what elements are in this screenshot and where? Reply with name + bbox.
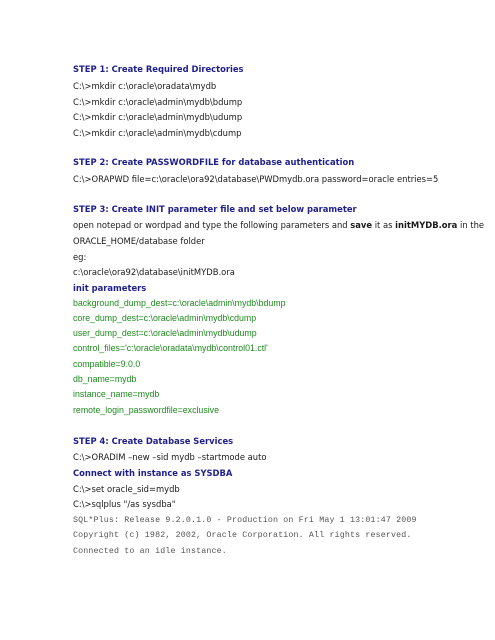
- sqlplus-output: Copyright (c) 1982, 2002, Oracle Corporation. All rights reserved.: [73, 531, 412, 540]
- step3-intro-text: in the: [457, 220, 485, 230]
- step2-command: C:\>ORAPWD file=c:\oracle\ora92\database\PWDmydb.ora password=oracle entries=5: [73, 174, 439, 184]
- step3-heading: STEP 3: Create INIT parameter file and set below parameter: [73, 204, 357, 214]
- step3-intro-line2: ORACLE_HOME/database folder: [73, 236, 205, 246]
- step4-heading: STEP 4: Create Database Services: [73, 436, 234, 446]
- step1-command: C:\>mkdir c:\oracle\admin\mydb\cdump: [73, 128, 242, 138]
- step3-eg-path: c:\oracle\ora92\database\initMYDB.ora: [73, 267, 235, 277]
- init-parameter: compatible=9.0.0: [73, 359, 141, 369]
- connect-command: C:\>sqlplus "/as sysdba": [73, 499, 176, 509]
- init-parameter: instance_name=mydb: [73, 389, 160, 399]
- step3-intro-text: it as: [372, 220, 396, 230]
- sqlplus-output: SQL*Plus: Release 9.2.0.1.0 - Production on Fri May 1 13:01:47 2009: [73, 516, 417, 525]
- step3-intro-text: open notepad or wordpad and type the following parameters and: [73, 220, 351, 230]
- step2-heading: STEP 2: Create PASSWORDFILE for database authentication: [73, 157, 355, 167]
- init-parameter: db_name=mydb: [73, 374, 137, 384]
- init-parameter: core_dump_dest=c:\oracle\admin\mydb\cdump: [73, 313, 257, 323]
- step3-intro-save: save: [350, 220, 373, 230]
- sqlplus-output: Connected to an idle instance.: [73, 547, 227, 556]
- init-parameters-heading: init parameters: [73, 283, 147, 293]
- connect-command: C:\>set oracle_sid=mydb: [73, 484, 180, 494]
- step4-command: C:\>ORADIM –new –sid mydb –startmode auto: [73, 452, 267, 462]
- step3-intro-filename: initMYDB.ora: [395, 220, 458, 230]
- step3-intro: [73, 220, 484, 231]
- step1-command: C:\>mkdir c:\oracle\admin\mydb\bdump: [73, 97, 243, 107]
- init-parameter: background_dump_dest=c:\oracle\admin\mydb\bdump: [73, 298, 286, 308]
- init-parameter: remote_login_passwordfile=exclusive: [73, 405, 219, 415]
- step3-eg-label: eg:: [73, 252, 87, 262]
- step1-heading: STEP 1: Create Required Directories: [73, 64, 244, 74]
- init-parameter: control_files='c:\oracle\oradata\mydb\control01.ctl': [73, 343, 268, 353]
- step1-command: C:\>mkdir c:\oracle\admin\mydb\udump: [73, 112, 243, 122]
- step1-command: C:\>mkdir c:\oracle\oradata\mydb: [73, 81, 217, 91]
- connect-sysdba-heading: Connect with instance as SYSDBA: [73, 468, 233, 478]
- init-parameter: user_dump_dest=c:\oracle\admin\mydb\udump: [73, 328, 257, 338]
